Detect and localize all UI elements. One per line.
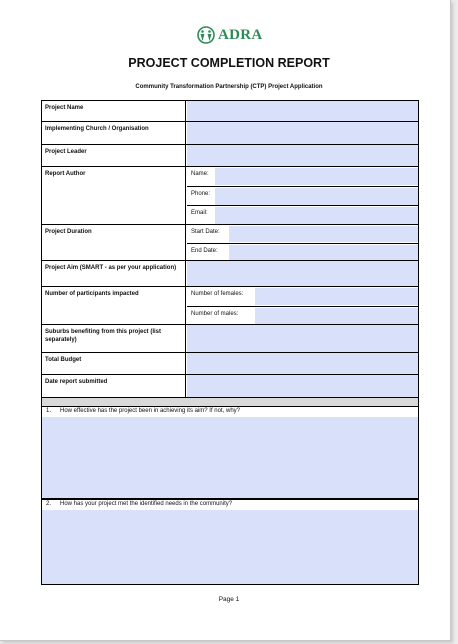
author-phone-label: Phone: <box>191 191 211 197</box>
females-label: Number of females: <box>191 291 244 297</box>
question-1-number: 1. <box>46 408 52 414</box>
question-1-answer-field[interactable] <box>42 417 418 498</box>
suburbs-field[interactable] <box>187 325 419 353</box>
date-submitted-field[interactable] <box>187 375 419 399</box>
project-duration-row <box>41 224 419 261</box>
report-subtitle: Community Transformation Partnership (CTP) Project Application <box>135 84 323 90</box>
section-divider-band <box>41 398 419 406</box>
project-duration-label: Project Duration <box>41 225 186 261</box>
date-submitted-row <box>41 374 419 399</box>
project-aim-row <box>41 260 419 287</box>
question-2-number: 2. <box>46 501 52 507</box>
question-2-block <box>41 499 419 585</box>
project-name-field[interactable] <box>187 101 419 122</box>
participants-label: Number of participants impacted <box>41 287 186 325</box>
project-leader-row <box>41 144 419 167</box>
author-name-label: Name: <box>191 171 209 177</box>
report-author-row <box>41 166 419 225</box>
project-name-row <box>41 100 419 122</box>
author-phone-field[interactable] <box>215 188 419 205</box>
males-field[interactable] <box>255 308 419 325</box>
suburbs-row <box>41 324 419 353</box>
author-email-label: Email: <box>191 210 208 216</box>
question-1-text: How effective has the project been in achieving its aim? If not, why? <box>60 408 240 414</box>
question-2-heading <box>42 500 418 510</box>
total-budget-label: Total Budget <box>41 353 186 375</box>
question-2-text: How has your project met the identified needs in the community? <box>60 501 233 507</box>
project-aim-label: Project Aim (SMART - as per your application) <box>41 261 186 287</box>
page-number: Page 1 <box>218 596 240 603</box>
project-leader-field[interactable] <box>187 145 419 167</box>
author-name-subrow <box>187 167 419 186</box>
question-1-block <box>41 406 419 499</box>
adra-logo <box>196 26 263 44</box>
author-name-field[interactable] <box>215 168 419 185</box>
question-2-answer-field[interactable] <box>42 510 418 584</box>
males-label: Number of males: <box>191 311 239 317</box>
implementing-field[interactable] <box>187 122 419 145</box>
implementing-row <box>41 121 419 145</box>
males-subrow <box>187 306 419 326</box>
author-email-subrow <box>187 205 419 226</box>
start-date-label: Start Date: <box>191 229 220 235</box>
total-budget-row <box>41 352 419 375</box>
total-budget-field[interactable] <box>187 353 419 375</box>
question-1-heading <box>42 407 418 417</box>
adra-logo-icon <box>196 26 216 44</box>
report-title: PROJECT COMPLETION REPORT <box>128 56 330 70</box>
suburbs-label: Suburbs benefiting from this project (list separately) <box>41 325 186 353</box>
participants-row <box>41 286 419 325</box>
project-name-label: Project Name <box>41 101 186 122</box>
end-date-label: End Date: <box>191 248 218 254</box>
start-date-field[interactable] <box>229 226 419 242</box>
author-email-field[interactable] <box>215 207 419 225</box>
project-leader-label: Project Leader <box>41 145 186 167</box>
date-submitted-label: Date report submitted <box>41 375 186 399</box>
logo-text: ADRA <box>218 26 263 43</box>
project-aim-field[interactable] <box>187 261 419 287</box>
females-subrow <box>187 287 419 306</box>
start-date-subrow <box>187 225 419 243</box>
females-field[interactable] <box>255 288 419 305</box>
implementing-label: Implementing Church / Organisation <box>41 122 186 145</box>
report-author-label: Report Author <box>41 167 186 225</box>
end-date-field[interactable] <box>229 245 419 261</box>
author-phone-subrow <box>187 186 419 206</box>
